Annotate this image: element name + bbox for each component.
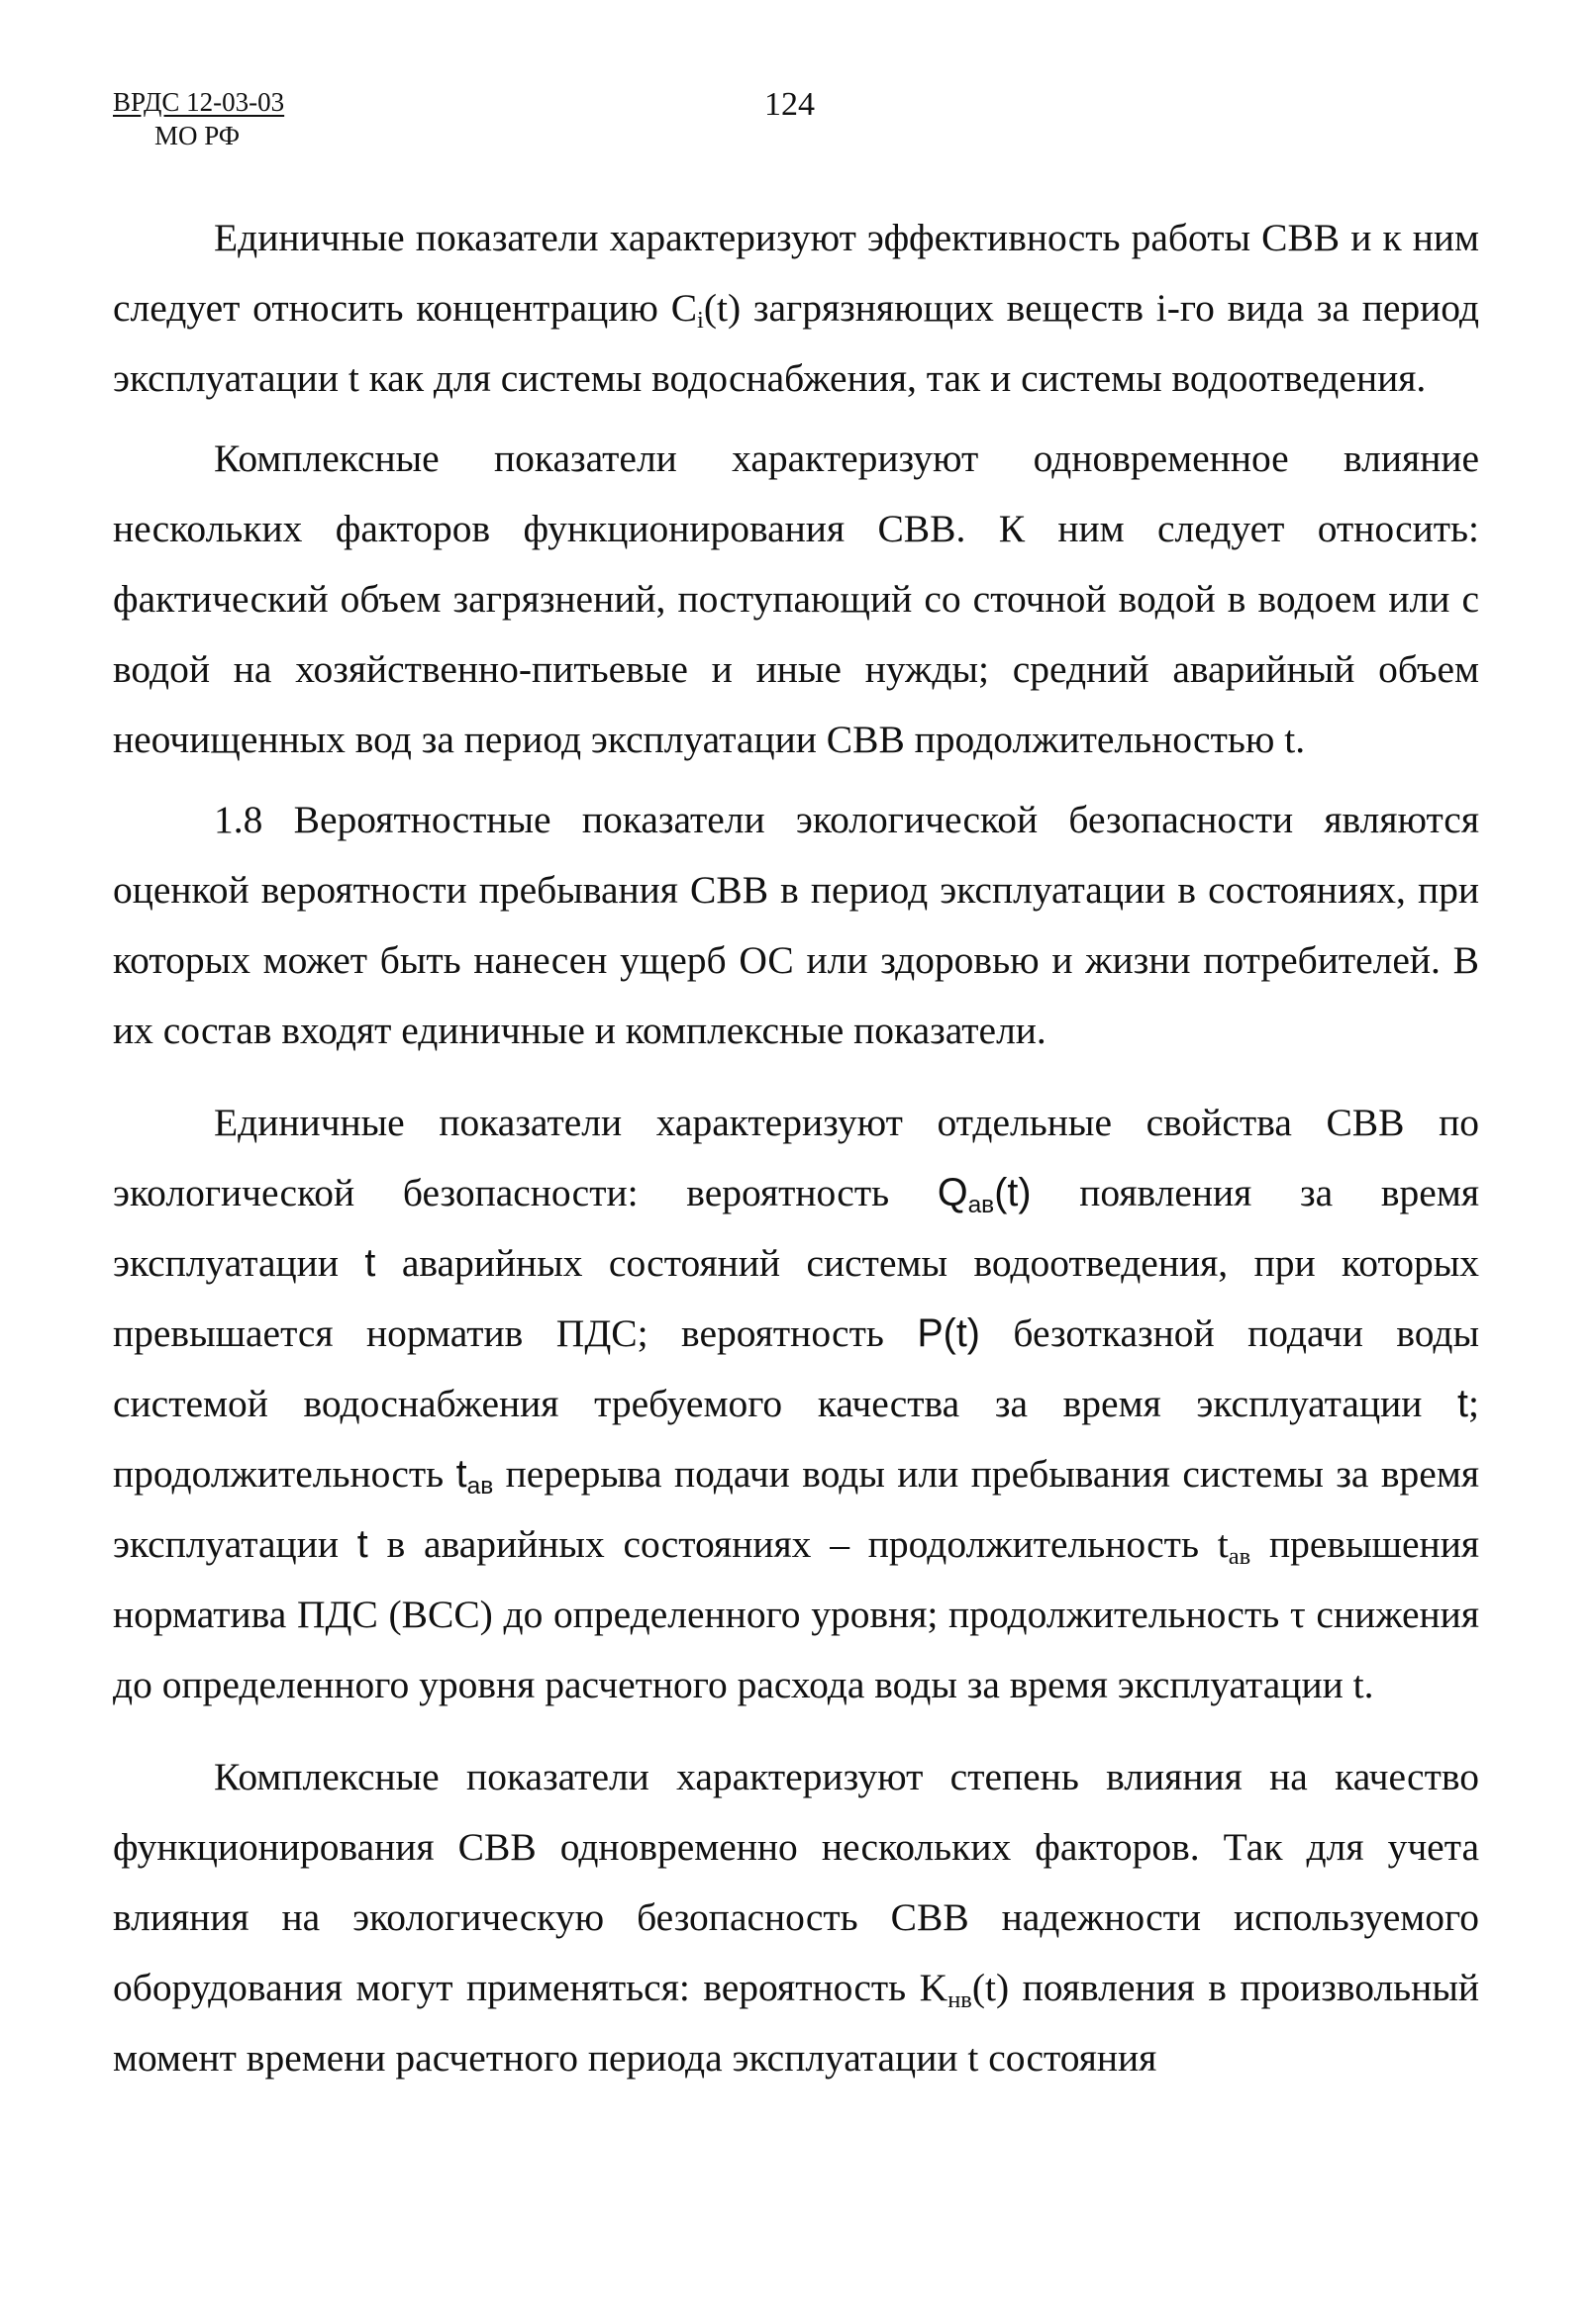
subscript: i: [697, 306, 704, 334]
subscript: ав: [1228, 1542, 1251, 1570]
paragraph-single-indicators-properties: [113, 1088, 1479, 1720]
math-symbol: t: [1457, 1382, 1469, 1425]
paragraph-text: превышения норматива ПДС (ВСС) до определенного уровня; продолжительность τ снижения до определенного уровня расчетного расхода воды за время эксплуатации t.: [113, 1522, 1480, 1706]
paragraph-text: безотказной подачи воды системой водоснабжения требуемого качества за время эксплуатации: [113, 1311, 1480, 1425]
paragraph-text: появления за время эксплуатации: [113, 1171, 1479, 1285]
math-symbol: t: [356, 1522, 368, 1566]
subscript: нв: [947, 1985, 972, 2013]
math-symbol: Q: [937, 1171, 968, 1214]
paragraph-complex-indicators-influence: [113, 1742, 1479, 2093]
math-symbol: t: [455, 1452, 467, 1496]
subscript: ав: [466, 1472, 494, 1500]
subscript: ав: [967, 1191, 995, 1218]
paragraph-text: Единичные показатели характеризуют эффективность работы СВВ и к ним следует относить концентрацию C: [113, 216, 1479, 330]
page-number: 124: [764, 86, 815, 123]
document-code: ВРДС 12-03-03: [113, 87, 285, 117]
paragraph-text: в аварийных состояниях – продолжительность t: [367, 1522, 1229, 1566]
paragraph-text: перерыва подачи воды или пребывания системы за время эксплуатации: [113, 1452, 1479, 1566]
paragraph-section-1-8: 1.8 Вероятностные показатели экологической безопасности являются оценкой вероятности пребывания СВВ в период эксплуатации в состояниях, при которых может быть нанесен ущерб ОС или здоровью и жизни потребителей. В их состав входят единичные и комплексные показатели.: [113, 798, 1479, 1052]
paragraph-text: (t) появления в произвольный момент времени расчетного периода эксплуатации t состояния: [113, 1966, 1479, 2080]
paragraph-text: аварийных состояний системы водоотведения, при которых превышается норматив ПДС; вероятность: [113, 1241, 1479, 1355]
paragraph-single-indicators-efficiency: [113, 203, 1479, 414]
paragraph-complex-indicators: Комплексные показатели характеризуют одновременное влияние нескольких факторов функционирования СВВ. К ним следует относить: фактический объем загрязнений, поступающий со сточной водой в водоем или с водой на хозяйственно-питьевые и иные нужды; средний аварийный объем неочищенных вод за период эксплуатации СВВ продолжительностью t.: [113, 436, 1479, 761]
document-body: [113, 203, 1479, 2093]
math-symbol: P(t): [917, 1311, 980, 1355]
math-symbol: t: [364, 1241, 376, 1285]
paragraph-text: ; продолжительность: [113, 1382, 1479, 1496]
paragraph-text: (t) загрязняющих веществ i-го вида за период эксплуатации t как для системы водоснабжения, так и системы водоотведения.: [113, 286, 1479, 400]
paragraph-text: Комплексные показатели характеризуют степень влияния на качество функционирования СВВ одновременно нескольких факторов. Так для учета влияния на экологическую безопасность СВВ надежности используемого оборудования могут применяться: вероятность K: [113, 1755, 1479, 2009]
paragraph-text: Единичные показатели характеризуют отдельные свойства СВВ по экологической безопасности: вероятность: [113, 1101, 1479, 1214]
organization-label: МО РФ: [154, 121, 241, 150]
math-symbol: (t): [994, 1171, 1032, 1214]
